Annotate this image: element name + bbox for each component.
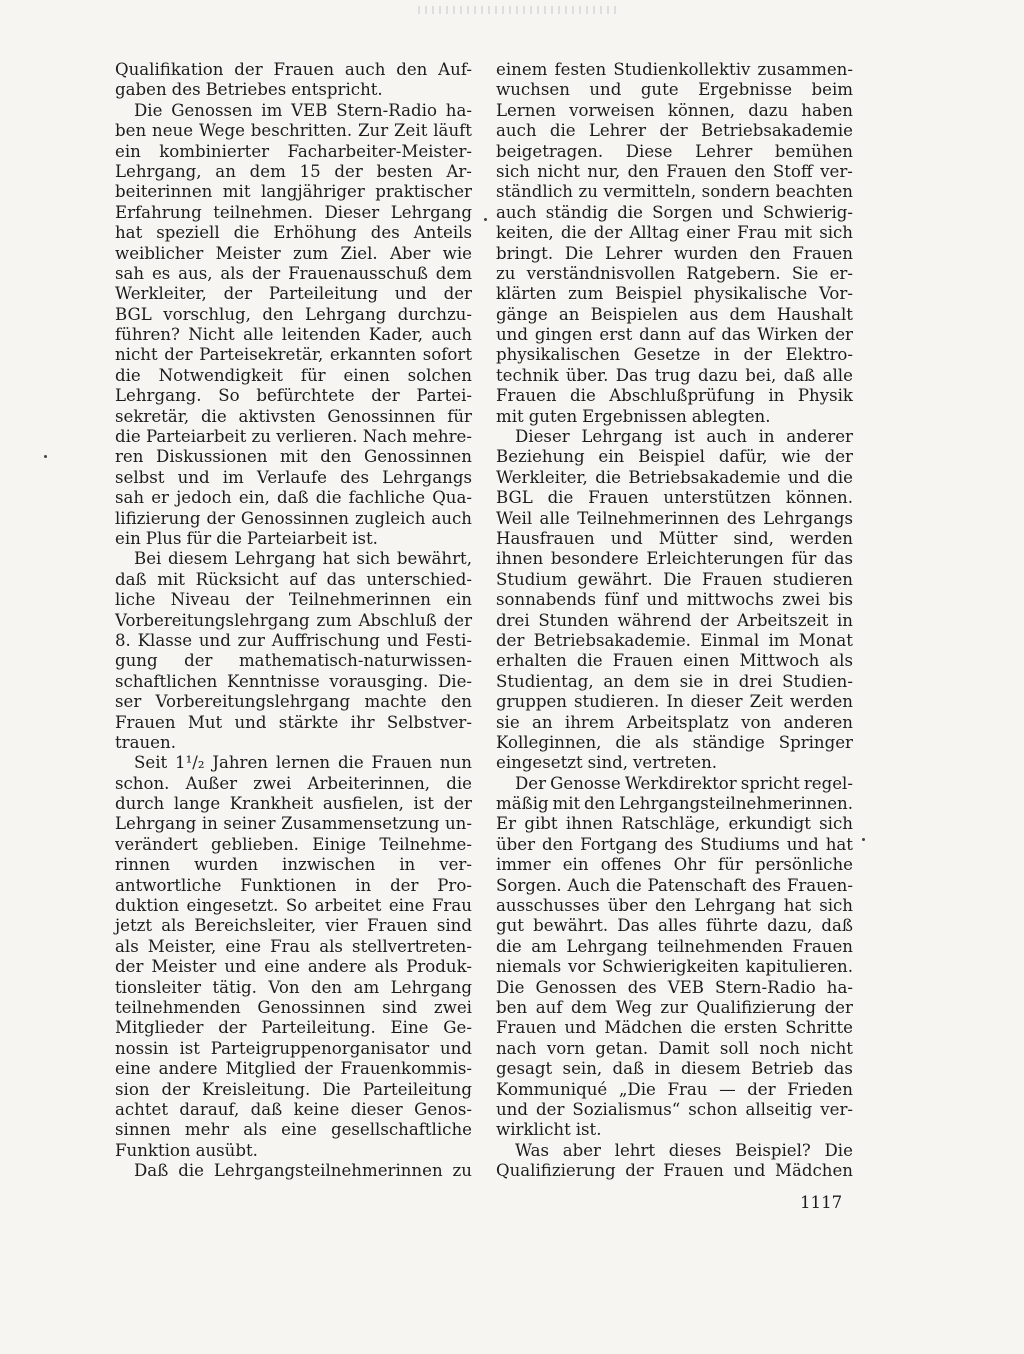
text-line: Seit 1¹/₂ Jahren lernen die Frauen nun xyxy=(134,753,472,773)
text-line: beigetragen. Diese Lehrer bemühen xyxy=(496,141,853,161)
text-line: drei Stunden während der Arbeitszeit in xyxy=(496,610,853,630)
text-line: Lernen vorweisen können, dazu haben xyxy=(496,100,853,120)
text-line: Frauen Mut und stärkte ihr Selbstver- xyxy=(115,712,472,732)
text-line: technik über. Das trug dazu bei, daß alle xyxy=(496,365,853,385)
page-number: 1117 xyxy=(800,1193,843,1212)
text-line: durch lange Krankheit ausfielen, ist der xyxy=(115,794,472,814)
text-line: Er gibt ihnen Ratschläge, erkundigt sich xyxy=(496,814,853,834)
text-line: immer ein offenes Ohr für persönliche xyxy=(496,855,853,875)
text-line: klärten zum Beispiel physikalische Vor- xyxy=(496,284,853,304)
text-line: trauen. xyxy=(115,732,176,752)
text-line: niemals vor Schwierigkeiten kapitulieren. xyxy=(496,957,853,977)
text-line: daß mit Rücksicht auf das unterschied- xyxy=(115,569,472,589)
text-line: BGL vorschlug, den Lehrgang durchzu- xyxy=(115,304,472,324)
text-line: bringt. Die Lehrer wurden den Frauen xyxy=(496,243,853,263)
text-line: gruppen studieren. In dieser Zeit werden xyxy=(496,692,853,712)
text-line: sich nicht nur, den Frauen den Stoff ver- xyxy=(496,161,853,181)
text-line: keiten, die der Alltag einer Frau mit sich xyxy=(496,223,853,243)
text-line: Kolleginnen, die als ständige Springer xyxy=(496,732,853,752)
text-line: Die Genossen im VEB Stern-Radio ha- xyxy=(134,100,472,120)
text-line: hat speziell die Erhöhung des Anteils xyxy=(115,223,472,243)
text-line: die am Lehrgang teilnehmenden Frauen xyxy=(496,936,853,956)
text-line: nossin ist Parteigruppenorganisator und xyxy=(115,1038,472,1058)
text-line: Erfahrung teilnehmen. Dieser Lehrgang xyxy=(115,202,472,222)
text-line: schaftlichen Kenntnisse vorausging. Die- xyxy=(115,671,472,691)
text-line: Qualifizierung der Frauen und Mädchen xyxy=(496,1161,853,1181)
text-line: Kommuniqué „Die Frau — der Frieden xyxy=(496,1079,853,1099)
text-line: 8. Klasse und zur Auffrischung und Festi- xyxy=(115,630,472,650)
text-line: wuchsen und gute Ergebnisse beim xyxy=(496,80,853,100)
text-line: achtet darauf, daß keine dieser Genos- xyxy=(115,1099,472,1119)
text-line: auch ständig die Sorgen und Schwierig- xyxy=(496,202,853,222)
text-line: Frauen und Mädchen die ersten Schritte xyxy=(496,1018,853,1038)
text-line: duktion eingesetzt. So arbeitet eine Frau xyxy=(115,896,472,916)
text-line: Daß die Lehrgangsteilnehmerinnen zu xyxy=(134,1161,472,1181)
text-line: erhalten die Frauen einen Mittwoch als xyxy=(496,651,853,671)
text-line: Sorgen. Auch die Patenschaft des Frauen- xyxy=(496,875,853,895)
text-line: Frauen die Abschlußprüfung in Physik xyxy=(496,386,853,406)
text-line: Was aber lehrt dieses Beispiel? Die xyxy=(515,1140,853,1160)
text-line: gänge an Beispielen aus dem Haushalt xyxy=(496,304,853,324)
text-line: Mitglieder der Parteileitung. Eine Ge- xyxy=(115,1018,472,1038)
text-line: sekretär, die aktivsten Genossinnen für xyxy=(115,406,472,426)
text-line: gaben des Betriebes entspricht. xyxy=(115,80,383,100)
right-text-column xyxy=(496,60,853,1181)
text-line: Lehrgang, an dem 15 der besten Ar- xyxy=(115,161,472,181)
text-line: Werkleiter, der Parteileitung und der xyxy=(115,284,472,304)
text-line: ren Diskussionen mit den Genossinnen xyxy=(115,447,472,467)
text-line: Hausfrauen und Mütter sind, werden xyxy=(496,528,853,548)
text-line: und der Sozialismus“ schon allseitig ver- xyxy=(496,1099,853,1119)
text-line: Weil alle Teilnehmerinnen des Lehrgangs xyxy=(496,508,853,528)
text-line: Vorbereitungslehrgang zum Abschluß der xyxy=(115,610,472,630)
left-text-column xyxy=(115,60,472,1181)
text-line: BGL die Frauen unterstützen können. xyxy=(496,488,853,508)
scan-smudge xyxy=(418,6,618,14)
text-line: jetzt als Bereichsleiter, vier Frauen sind xyxy=(115,916,472,936)
text-line: verändert geblieben. Einige Teilnehme- xyxy=(115,834,472,854)
text-line: und gingen erst dann auf das Wirken der xyxy=(496,325,853,345)
text-line: der Betriebsakademie. Einmal im Monat xyxy=(496,630,853,650)
text-line: beiterinnen mit langjähriger praktischer xyxy=(115,182,472,202)
text-line: die Notwendigkeit für einen solchen xyxy=(115,365,472,385)
text-line: sie an ihrem Arbeitsplatz von anderen xyxy=(496,712,853,732)
text-line: Werkleiter, die Betriebsakademie und die xyxy=(496,467,853,487)
text-line: weiblicher Meister zum Ziel. Aber wie xyxy=(115,243,472,263)
text-line: teilnehmenden Genossinnen sind zwei xyxy=(115,997,472,1017)
text-line: ein Plus für die Parteiarbeit ist. xyxy=(115,528,378,548)
text-line: wirklicht ist. xyxy=(496,1120,602,1140)
text-line: rinnen wurden inzwischen in ver- xyxy=(115,855,472,875)
text-line: sinnen mehr als eine gesellschaftliche xyxy=(115,1120,472,1140)
text-line: Funktion ausübt. xyxy=(115,1140,258,1160)
text-line: ständlich zu vermitteln, sondern beachten xyxy=(496,182,853,202)
text-line: Qualifikation der Frauen auch den Auf- xyxy=(115,60,472,79)
text-line: Der Genosse Werkdirektor spricht regel- xyxy=(515,773,853,793)
text-line: schon. Außer zwei Arbeiterinnen, die xyxy=(115,773,472,793)
text-line: über den Fortgang des Studiums und hat xyxy=(496,834,853,854)
text-line: ben auf dem Weg zur Qualifizierung der xyxy=(496,997,853,1017)
text-line: einem festen Studienkollektiv zusammen- xyxy=(496,60,853,79)
text-line: Die Genossen des VEB Stern-Radio ha- xyxy=(496,977,853,997)
text-line: gut bewährt. Das alles führte dazu, daß xyxy=(496,916,853,936)
text-line: nach vorn getan. Damit soll noch nicht xyxy=(496,1038,853,1058)
text-line: gesagt sein, daß in diesem Betrieb das xyxy=(496,1059,853,1079)
text-line: der Meister und eine andere als Produk- xyxy=(115,957,472,977)
text-line: Studium gewährt. Die Frauen studieren xyxy=(496,569,853,589)
text-line: tionsleiter tätig. Von den am Lehrgang xyxy=(115,977,472,997)
text-line: lifizierung der Genossinnen zugleich auch xyxy=(115,508,472,528)
text-line: nicht der Parteisekretär, erkannten sofort xyxy=(115,345,472,365)
scan-speck xyxy=(44,455,47,458)
text-line: sah er jedoch ein, daß die fachliche Qua- xyxy=(115,488,472,508)
text-line: Studientag, an dem sie in drei Studien- xyxy=(496,671,853,691)
text-line: sah es aus, als der Frauenausschuß dem xyxy=(115,263,472,283)
text-line: ausschusses über den Lehrgang hat sich xyxy=(496,896,853,916)
text-line: zu verständnisvollen Ratgebern. Sie er- xyxy=(496,263,853,283)
text-line: sonnabends fünf und mittwochs zwei bis xyxy=(496,590,853,610)
text-line: mäßig mit den Lehrgangsteilnehmerinnen. xyxy=(496,794,853,814)
text-line: ben neue Wege beschritten. Zur Zeit läuft xyxy=(115,121,472,141)
text-line: ein kombinierter Facharbeiter-Meister- xyxy=(115,141,472,161)
text-line: auch die Lehrer der Betriebsakademie xyxy=(496,121,853,141)
text-line: führen? Nicht alle leitenden Kader, auch xyxy=(115,325,472,345)
text-line: Dieser Lehrgang ist auch in anderer xyxy=(515,427,853,447)
text-line: eine andere Mitglied der Frauenkommis- xyxy=(115,1059,472,1079)
text-line: physikalischen Gesetze in der Elektro- xyxy=(496,345,853,365)
scan-speck xyxy=(862,838,865,841)
text-line: eingesetzt sind, vertreten. xyxy=(496,753,718,773)
text-line: sion der Kreisleitung. Die Parteileitung xyxy=(115,1079,472,1099)
text-line: mit guten Ergebnissen ablegten. xyxy=(496,406,771,426)
text-line: Bei diesem Lehrgang hat sich bewährt, xyxy=(134,549,472,569)
text-line: als Meister, eine Frau als stellvertreten- xyxy=(115,936,472,956)
text-line: selbst und im Verlaufe des Lehrgangs xyxy=(115,467,472,487)
text-line: gung der mathematisch-naturwissen- xyxy=(115,651,472,671)
text-line: liche Niveau der Teilnehmerinnen ein xyxy=(115,590,472,610)
text-line: Lehrgang in seiner Zusammensetzung un- xyxy=(115,814,472,834)
text-line: die Parteiarbeit zu verlieren. Nach mehre- xyxy=(115,427,472,447)
text-line: antwortliche Funktionen in der Pro- xyxy=(115,875,472,895)
text-line: Lehrgang. So befürchtete der Partei- xyxy=(115,386,472,406)
text-line: ser Vorbereitungslehrgang machte den xyxy=(115,692,472,712)
text-line: ihnen besondere Erleichterungen für das xyxy=(496,549,853,569)
text-line: Beziehung ein Beispiel dafür, wie der xyxy=(496,447,853,467)
scan-speck xyxy=(484,218,487,221)
